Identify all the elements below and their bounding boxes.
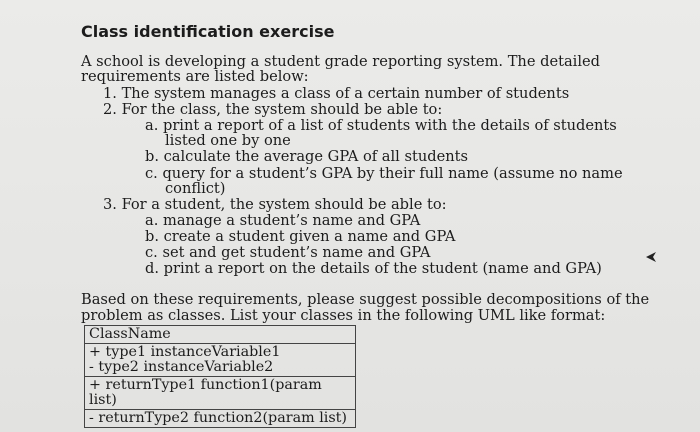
uml-attributes (85, 343, 355, 376)
requirement-2a: a. print a report of a list of students with the details of students (145, 117, 617, 134)
requirement-3c: c. set and get student’s name and GPA (145, 244, 431, 261)
uml-class-name: ClassName (89, 326, 171, 342)
uml-method-2-cell (85, 409, 355, 427)
requirement-2c: c. query for a student’s GPA by their full name (assume no name (145, 165, 623, 182)
uml-attribute-2: - type2 instanceVariable2 (89, 359, 274, 375)
mouse-pointer-icon (644, 250, 658, 264)
requirement-3b: b. create a student given a name and GPA (145, 228, 456, 245)
closing-line-2: problem as classes. List your classes in the following UML like format: (81, 307, 606, 324)
uml-attribute-1: + type1 instanceVariable1 (89, 344, 281, 360)
document-title: Class identification exercise (81, 22, 335, 41)
requirement-2: 2. For the class, the system should be able to: (103, 101, 443, 118)
uml-class-box (84, 325, 356, 428)
requirement-3: 3. For a student, the system should be able to: (103, 196, 447, 213)
requirement-2b: b. calculate the average GPA of all students (145, 148, 468, 165)
requirement-2a-continued: listed one by one (165, 132, 291, 149)
closing-line-1: Based on these requirements, please suggest possible decompositions of the (81, 291, 650, 308)
uml-methods (85, 376, 355, 409)
intro-line-2: requirements are listed below: (81, 68, 309, 85)
uml-method-1: + returnType1 function1(param (89, 377, 322, 393)
uml-method-1-continued: list) (89, 392, 117, 408)
requirement-3d: d. print a report on the details of the student (name and GPA) (145, 260, 602, 277)
requirement-2c-continued: conflict) (165, 180, 226, 197)
requirement-1: 1. The system manages a class of a certain number of students (103, 85, 570, 102)
uml-method-2: - returnType2 function2(param list) (89, 410, 347, 426)
intro-line-1: A school is developing a student grade reporting system. The detailed (81, 53, 600, 70)
requirement-3a: a. manage a student’s name and GPA (145, 212, 421, 229)
